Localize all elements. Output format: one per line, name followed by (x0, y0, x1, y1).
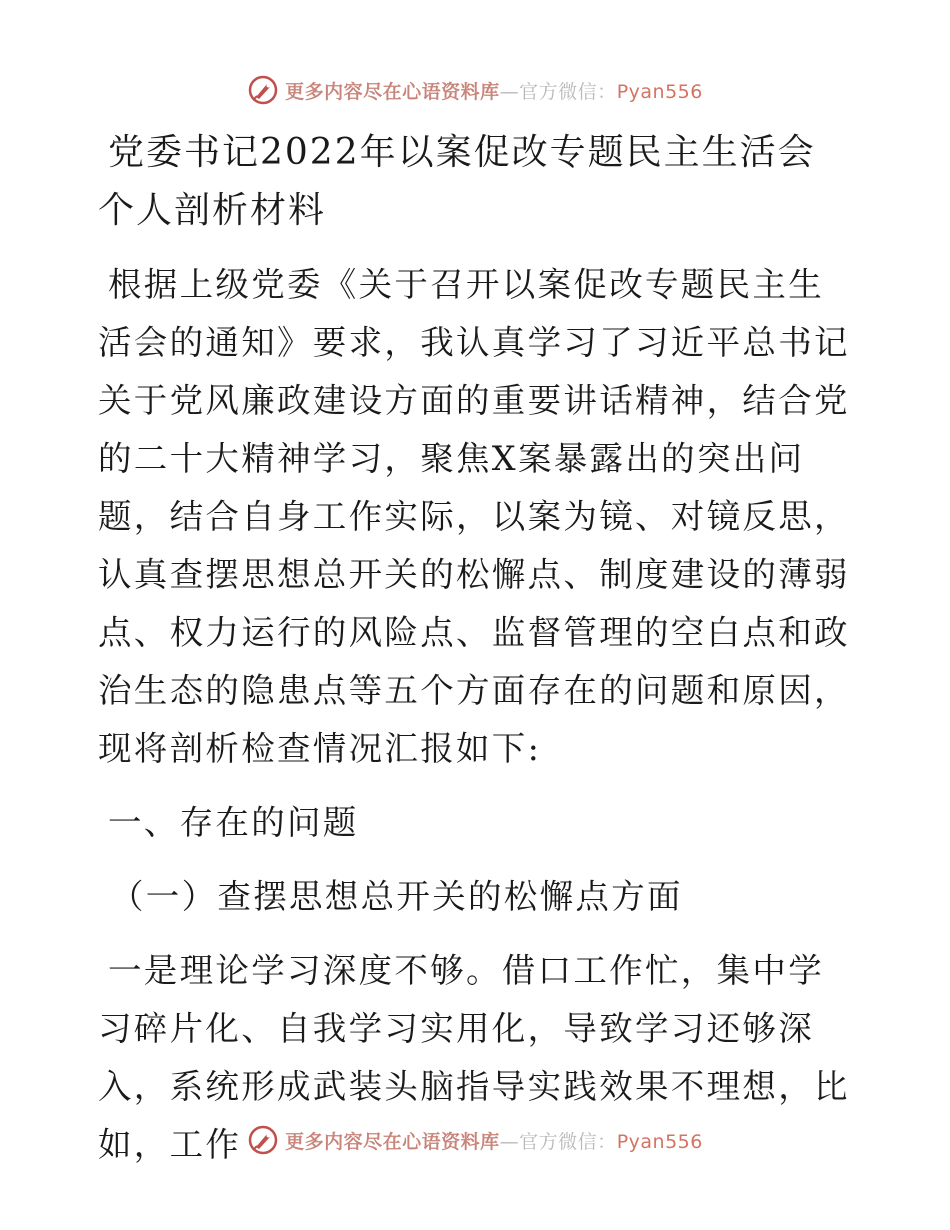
watermark-label: 官方微信： (519, 80, 617, 103)
document-body (98, 124, 850, 1174)
watermark-separator: — (499, 1130, 520, 1153)
watermark-banner-bottom (0, 1120, 950, 1160)
watermark-label: 官方微信： (519, 1130, 617, 1153)
section-heading: 一、存在的问题 (108, 803, 359, 842)
document-title: 党委书记2022年以案促改专题民主生活会个人剖析材料 (98, 132, 816, 231)
watermark-banner-top (0, 70, 950, 110)
pen-nib-badge-icon (247, 1124, 279, 1156)
pen-nib-badge-icon (247, 74, 279, 106)
subsection-heading: （一）查摆思想总开关的松懈点方面 (110, 877, 683, 916)
body-paragraph: 一是理论学习深度不够。借口工作忙，集中学习碎片化、自我学习实用化，导致学习还够深入，系统形成武装头脑指导实践效果不理想，比如，工作 (98, 951, 850, 1164)
watermark-text (285, 77, 703, 104)
watermark-account: Pyan556 (616, 80, 703, 103)
watermark-text (285, 1127, 703, 1154)
watermark-brand: 更多内容尽在心语资料库 (285, 1130, 500, 1153)
intro-paragraph: 根据上级党委《关于召开以案促改专题民主生活会的通知》要求，我认真学习了习近平总书记关于党风廉政建设方面的重要讲话精神，结合党的二十大精神学习，聚焦X案暴露出的突出问题，结合自身工作实际，以案为镜、对镜反思，认真查摆思想总开关的松懈点、制度建设的薄弱点、权力运行的风险点、监督管理的空白点和政治生态的隐患点等五个方面存在的问题和原因，现将剖析检查情况汇报如下: (98, 265, 850, 768)
watermark-account: Pyan556 (616, 1130, 703, 1153)
watermark-separator: — (499, 80, 520, 103)
watermark-brand: 更多内容尽在心语资料库 (285, 80, 500, 103)
